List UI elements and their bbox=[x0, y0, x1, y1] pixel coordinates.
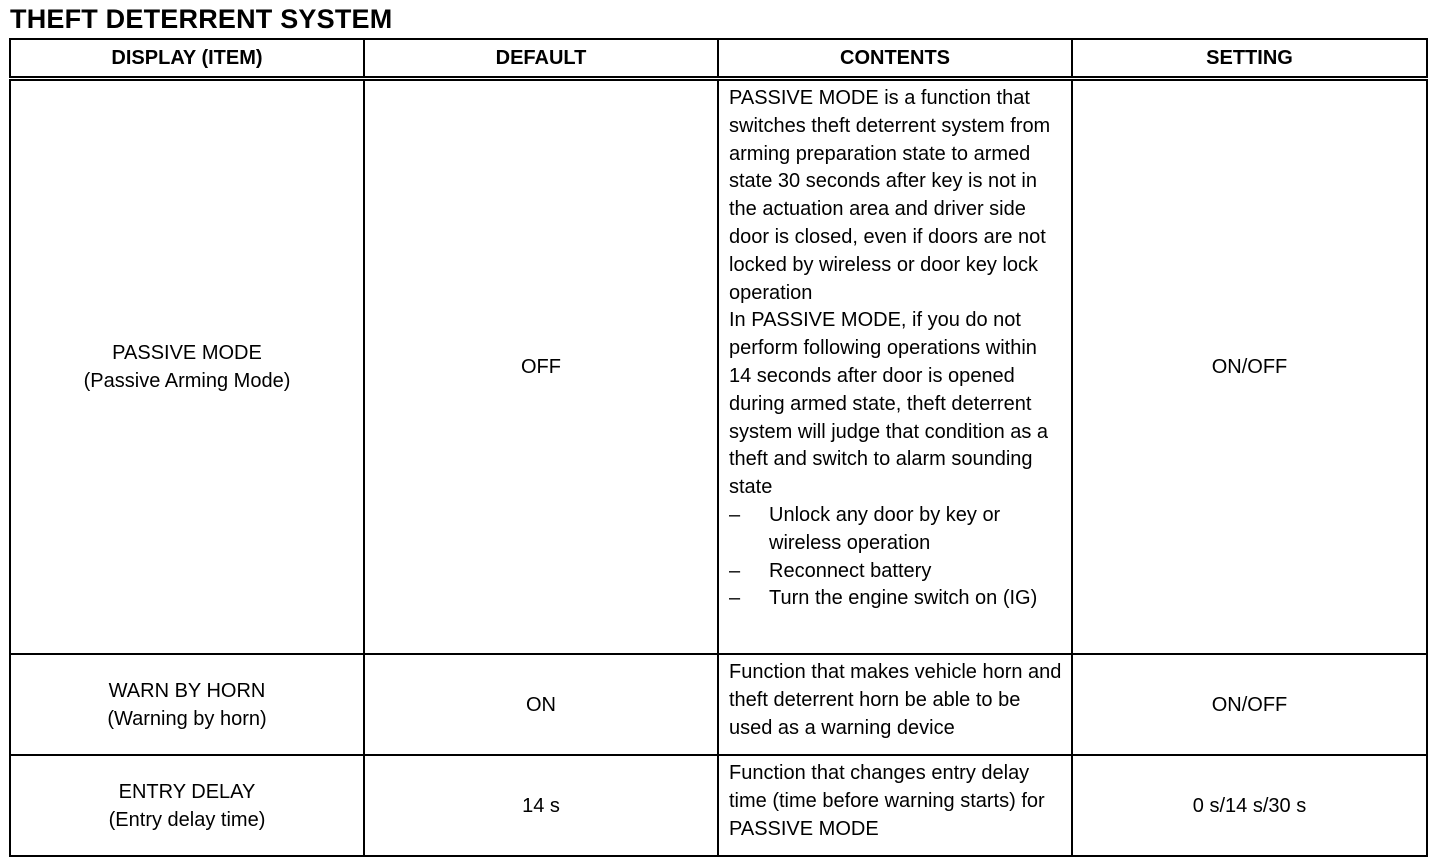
setting-value: ON/OFF bbox=[1072, 79, 1427, 655]
table-row bbox=[10, 755, 1427, 856]
contents-cell: Function that makes vehicle horn and theft deterrent horn be able to be used as a warning device bbox=[718, 654, 1072, 755]
column-header-contents: CONTENTS bbox=[718, 39, 1072, 79]
item-subtitle: (Warning by horn) bbox=[107, 707, 267, 730]
contents-cell: Function that changes entry delay time (time before warning starts) for PASSIVE MODE bbox=[718, 755, 1072, 856]
list-item bbox=[729, 502, 1063, 558]
contents-paragraph: PASSIVE MODE is a function that switches theft deterrent system from arming preparation state to armed state 30 seconds after key is not in the actuation area and driver side door is closed, even if doors are not locked by wireless or door key lock operation bbox=[729, 87, 1051, 304]
item-name: PASSIVE MODE bbox=[112, 342, 262, 364]
list-item-text: Unlock any door by key or wireless operation bbox=[769, 503, 1001, 554]
column-header-default: DEFAULT bbox=[364, 39, 718, 79]
item-name: ENTRY DELAY bbox=[118, 780, 256, 803]
operations-list bbox=[729, 502, 1063, 613]
display-item-cell bbox=[10, 654, 364, 755]
setting-value: ON/OFF bbox=[1072, 654, 1427, 755]
contents-paragraph: In PASSIVE MODE, if you do not perform following operations within 14 seconds after door is opened during armed state, theft deterrent system will judge that condition as a theft and switch to alarm sounding state bbox=[729, 309, 1049, 499]
settings-table bbox=[9, 38, 1428, 857]
page-title: THEFT DETERRENT SYSTEM bbox=[10, 4, 393, 34]
display-item-cell bbox=[10, 79, 364, 655]
item-subtitle: (Passive Arming Mode) bbox=[83, 370, 291, 392]
table-header-row bbox=[10, 39, 1427, 79]
item-subtitle: (Entry delay time) bbox=[108, 808, 266, 831]
item-name: WARN BY HORN bbox=[108, 679, 266, 702]
column-header-setting: SETTING bbox=[1072, 39, 1427, 79]
table-row bbox=[10, 79, 1427, 655]
default-value: 14 s bbox=[364, 755, 718, 856]
default-value: OFF bbox=[364, 79, 718, 655]
list-item-text: Reconnect battery bbox=[769, 559, 932, 582]
dash-bullet: – bbox=[729, 503, 741, 526]
contents-cell bbox=[718, 79, 1072, 655]
dash-bullet: – bbox=[729, 587, 741, 610]
setting-value: 0 s/14 s/30 s bbox=[1072, 755, 1427, 856]
default-value: ON bbox=[364, 654, 718, 755]
table-row bbox=[10, 654, 1427, 755]
list-item bbox=[729, 585, 1063, 613]
display-item-cell bbox=[10, 755, 364, 856]
dash-bullet: – bbox=[729, 559, 741, 582]
column-header-display-item: DISPLAY (ITEM) bbox=[10, 39, 364, 79]
list-item-text: Turn the engine switch on (IG) bbox=[769, 587, 1038, 610]
list-item bbox=[729, 558, 1063, 586]
